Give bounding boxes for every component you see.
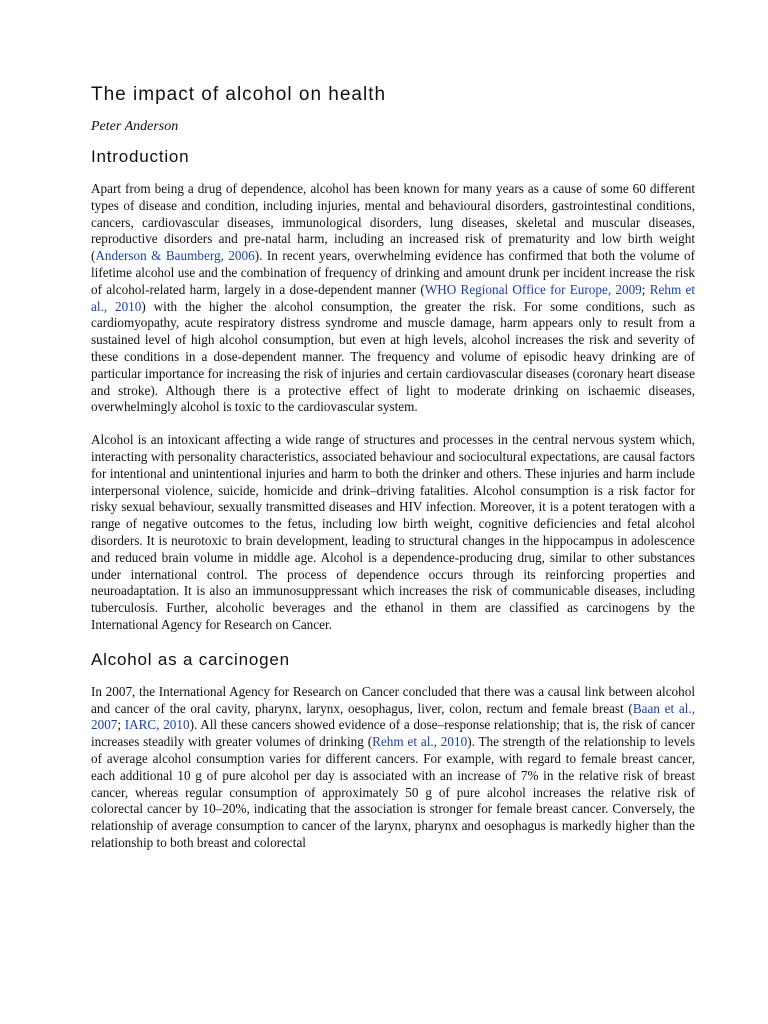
- text-run: ). In recent years, overwhelming evidence has confirmed that both the volume of lifetime alcohol use and the combination of frequency of drinking and amount drunk per incident increase the risk of alcohol-related harm, largely in a dose-dependent manner (: [91, 248, 695, 297]
- intro-paragraph-1: [91, 181, 695, 416]
- section-heading-carcinogen: Alcohol as a carcinogen: [91, 649, 290, 669]
- carcinogen-paragraph-1: [91, 684, 695, 852]
- intro-paragraph-2: Alcohol is an intoxicant affecting a wide range of structures and processes in the central nervous system which, interacting with personality characteristics, associated behaviour and sociocultural expectations, are causal factors for intentional and unintentional injuries and harm to both the drinker and others. These injuries and harm include interpersonal violence, suicide, homicide and drink–driving fatalities. Alcohol consumption is a risk factor for risky sexual behaviour, sexually transmitted diseases and HIV infection. Moreover, it is a potent teratogen with a range of negative outcomes to the fetus, including low birth weight, cognitive deficiencies and fetal alcohol disorders. It is neurotoxic to brain development, leading to structural changes in the hippocampus in adolescence and reduced brain volume in middle age. Alcohol is a dependence-producing drug, similar to other substances under international control. The process of dependence occurs through its reinforcing properties and neuroadaptation. It is also an immunosuppressant which increases the risk of communicable diseases, including tuberculosis. Further, alcoholic beverages and the ethanol in them are classified as carcinogens by the International Agency for Research on Cancer.: [91, 432, 695, 632]
- citation-link[interactable]: IARC, 2010: [124, 717, 190, 733]
- text-run: ). All these cancers showed evidence of a dose–response relationship; that is, the risk of cancer increases steadily with greater volumes of drinking (: [91, 717, 696, 750]
- article-author: Peter Anderson: [91, 119, 179, 134]
- article-title: The impact of alcohol on health: [91, 84, 387, 105]
- text-run: ;: [117, 717, 125, 733]
- citation-link[interactable]: WHO Regional Office for Europe, 2009: [424, 281, 642, 297]
- citation-link[interactable]: Anderson & Baumberg, 2006: [95, 248, 255, 264]
- text-run: ;: [641, 281, 650, 297]
- document-page: [91, 84, 695, 868]
- citation-link[interactable]: Rehm et al., 2010: [91, 281, 695, 314]
- section-heading-introduction: Introduction: [91, 147, 190, 166]
- text-run: ). The strength of the relationship to levels of average alcohol consumption varies for different cancers. For example, with regard to female breast cancer, each additional 10 g of pure alcohol per day is associated with an increase of 7% in the relative risk of breast cancer, whereas regular consumption of approximately 50 g of pure alcohol increases the relative risk of colorectal cancer by 10–20%, indicating that the association is stronger for female breast cancer. Conversely, the relationship of average consumption to cancer of the larynx, pharynx and oesophagus is markedly higher than the relationship to both breast and colorectal: [91, 734, 695, 850]
- text-run: ) with the higher the alcohol consumption, the greater the risk. For some conditions, such as cardiomyopathy, acute respiratory distress syndrome and muscle damage, harm appears only to result from a sustained level of high alcohol consumption, but even at high levels, alcohol increases the risk and severity of these conditions in a dose-dependent manner. The frequency and volume of episodic heavy drinking are of particular importance for increasing the risk of injuries and certain cardiovascular diseases (coronary heart disease and stroke). Although there is a protective effect of light to moderate drinking on ischaemic diseases, overwhelmingly alcohol is toxic to the cardiovascular system.: [91, 298, 695, 415]
- text-run: In 2007, the International Agency for Research on Cancer concluded that there was a causal link between alcohol and cancer of the oral cavity, pharynx, larynx, oesophagus, liver, colon, rectum and female breast (: [91, 683, 695, 716]
- text-run: Apart from being a drug of dependence, alcohol has been known for many years as a cause of some 60 different types of disease and condition, including injuries, mental and behavioural disorders, gastrointestinal conditions, cancers, cardiovascular diseases, immunological disorders, lung diseases, skeletal and muscular diseases, reproductive disorders and pre-natal harm, including an increased risk of prematurity and low birth weight (: [91, 181, 695, 264]
- citation-link[interactable]: Baan et al., 2007: [91, 700, 695, 733]
- citation-link[interactable]: Rehm et al., 2010: [372, 734, 468, 750]
